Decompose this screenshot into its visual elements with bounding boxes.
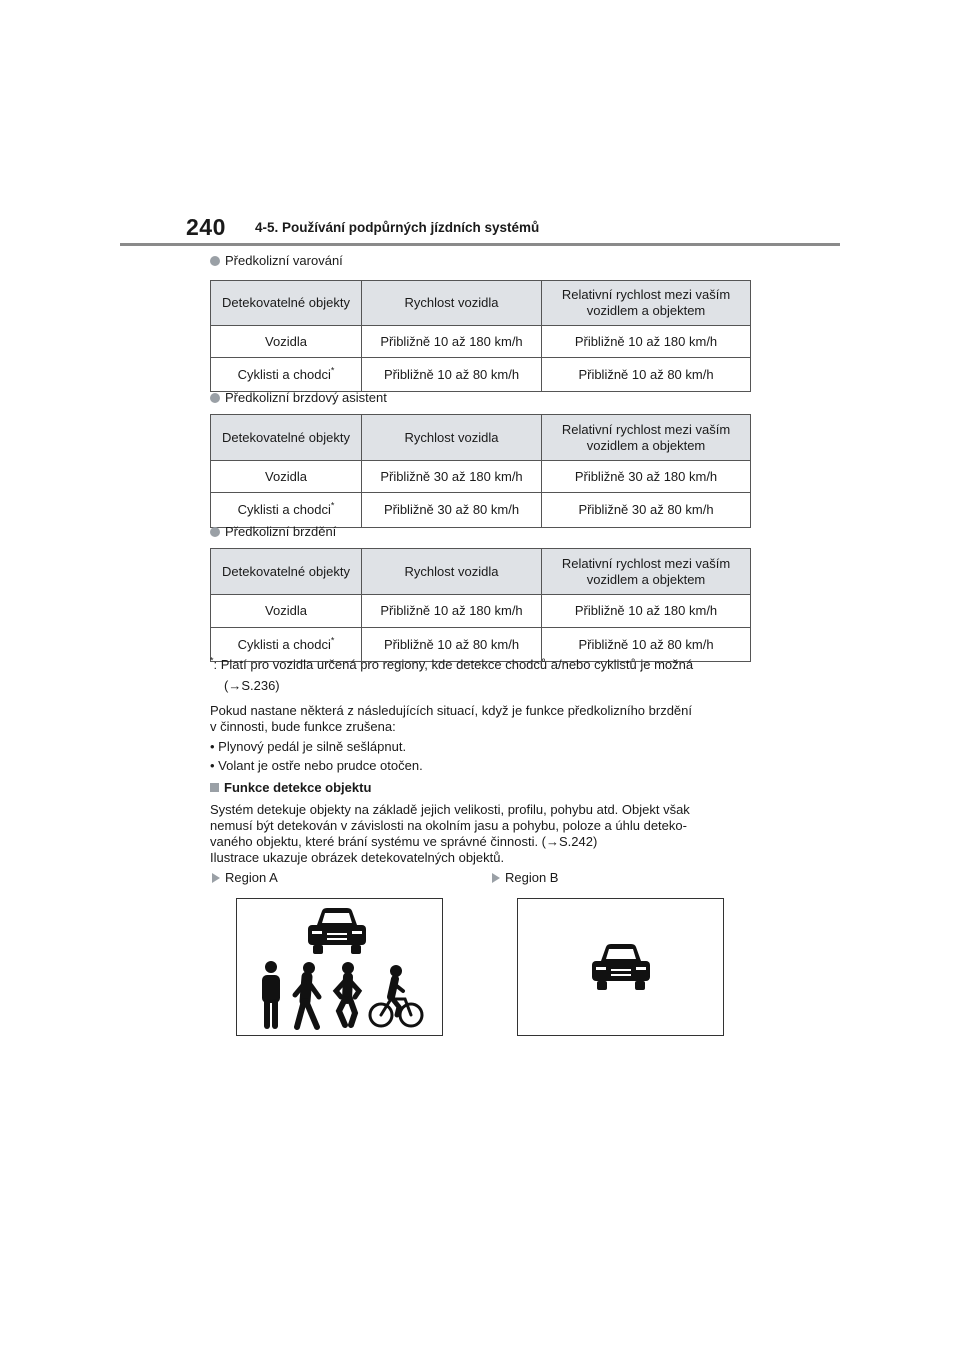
table-cell [211,358,362,392]
footnote-marker: * [330,635,335,646]
bullet-dot-icon [210,527,220,537]
cell-text: Cyklisti a chodci [237,502,331,517]
body-text-line: v činnosti, bude funkce zrušena: [210,719,396,734]
square-bullet-icon [210,783,219,792]
pedestrian-standing-icon [262,961,280,1029]
table-cell: Přibližně 30 až 180 km/h [362,461,542,493]
table-cell [211,493,362,528]
table-cell: Přibližně 10 až 80 km/h [542,628,751,662]
table-cell: Přibližně 30 až 180 km/h [542,461,751,493]
header-divider [120,243,840,246]
table-collision-warning [210,280,751,392]
table-row [211,358,751,392]
region-a-text: Region A [225,870,278,885]
table-row [211,326,751,358]
car-icon [592,944,650,990]
table-header-cell: Rychlost vozidla [362,549,542,595]
footnote-star: * [210,655,214,666]
bullet-dot-icon [210,393,220,403]
region-b-label [492,870,558,885]
table-header-cell: Relativní rychlost mezi vaším vozidlem a objektem [542,281,751,326]
car-icon [308,908,366,954]
table-header-cell: Rychlost vozidla [362,415,542,461]
bullet-heading-label: Předkolizní brzdový asistent [225,390,387,405]
table-header-cell: Detekovatelné objekty [211,415,362,461]
footnote-reference: (→S.236) [224,678,280,693]
bullet-heading-label: Předkolizní brzdění [225,524,337,539]
table-cell: Přibližně 10 až 180 km/h [362,326,542,358]
subsection-heading-label: Funkce detekce objektu [224,780,372,795]
table-header-cell: Detekovatelné objekty [211,549,362,595]
body-text-line: Systém detekuje objekty na základě jejich velikosti, profilu, pohybu atd. Objekt však [210,802,690,817]
bullet-heading-label: Předkolizní varování [225,253,343,268]
footnote-marker: * [330,500,335,511]
table-collision-braking [210,548,751,662]
table-cell: Přibližně 30 až 80 km/h [362,493,542,528]
table-brake-assist [210,414,751,528]
table-row [211,493,751,528]
body-text-line: nemusí být detekován v závislosti na okolním jasu a pohybu, poloze a úhlu deteko- [210,818,687,833]
region-b-text: Region B [505,870,559,885]
section-title: 4-5. Používání podpůrných jízdních systémů [255,220,540,235]
table-header-cell: Detekovatelné objekty [211,281,362,326]
region-a-label [212,870,278,885]
body-text-line: vaného objektu, které brání systému ve správné činnosti. (→S.242) [210,834,598,849]
table-row [211,461,751,493]
body-text-line: Ilustrace ukazuje obrázek detekovatelných objektů. [210,850,505,865]
table-cell: Přibližně 30 až 80 km/h [542,493,751,528]
table-cell: Vozidla [211,595,362,628]
footnote-marker: * [330,365,335,376]
figure-region-a [236,898,443,1036]
table-cell: Přibližně 10 až 180 km/h [542,595,751,628]
page-number: 240 [186,214,226,240]
table-cell: Přibližně 10 až 80 km/h [362,358,542,392]
pedestrian-running-icon [336,962,359,1025]
list-item: • Plynový pedál je silně sešlápnut. [210,739,407,754]
cell-text: Cyklisti a chodci [237,366,331,382]
pedestrian-walking-icon [295,962,319,1027]
triangle-bullet-icon [492,873,500,883]
table-cell: Přibližně 10 až 80 km/h [542,358,751,392]
body-text-line: Pokud nastane některá z následujících situací, když je funkce předkolizního brzdění [210,703,693,718]
table-cell: Přibližně 10 až 180 km/h [362,595,542,628]
table-header-cell: Relativní rychlost mezi vaším vozidlem a objektem [542,549,751,595]
table-header-cell: Rychlost vozidla [362,281,542,326]
table-cell: Vozidla [211,326,362,358]
table-header-cell: Relativní rychlost mezi vaším vozidlem a objektem [542,415,751,461]
footnote-text: : Platí pro vozidla určená pro regiony, kde detekce chodců a/nebo cyklistů je možná [213,657,694,672]
subsection-heading [210,780,371,795]
bullet-heading-braking [210,524,336,539]
bullet-dot-icon [210,256,220,266]
bullet-heading-warning [210,253,343,268]
list-item: • Volant je ostře nebo prudce otočen. [210,758,423,773]
table-cell: Vozidla [211,461,362,493]
bullet-heading-brake-assist [210,390,387,405]
table-cell: Přibližně 10 až 80 km/h [362,628,542,662]
cyclist-icon [370,965,422,1026]
figure-region-b [517,898,724,1036]
table-row [211,595,751,628]
footnote [210,657,693,672]
triangle-bullet-icon [212,873,220,883]
table-cell: Přibližně 10 až 180 km/h [542,326,751,358]
cell-text: Cyklisti a chodci [237,636,331,652]
